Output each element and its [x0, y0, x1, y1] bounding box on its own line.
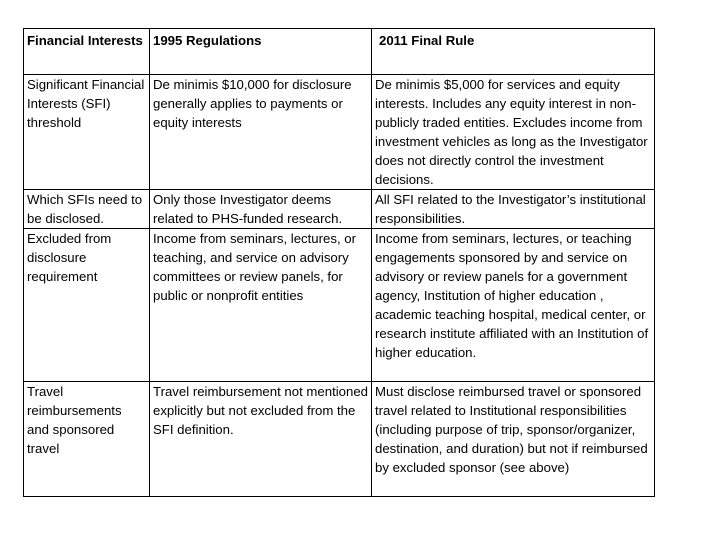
cell-2011: Must disclose reimbursed travel or sponsored travel related to Institutional responsibilities (including purpose of trip, sponsor/organizer, destination, and duration) but not if reimbursed by excluded sponsor (see above)	[372, 382, 655, 497]
cell-2011: De minimis $5,000 for services and equity interests. Includes any equity interest in non-publicly traded entities. Excludes income from investment vehicles as long as the Investigator does not directly control the investment decisions.	[372, 75, 655, 190]
cell-topic: Significant Financial Interests (SFI) threshold	[24, 75, 150, 190]
table-row	[24, 229, 655, 382]
comparison-table	[23, 28, 655, 497]
cell-1995: Income from seminars, lectures, or teaching, and service on advisory committees or review panels, for public or nonprofit entities	[150, 229, 372, 382]
cell-topic: Excluded from disclosure requirement	[24, 229, 150, 382]
cell-1995: De minimis $10,000 for disclosure generally applies to payments or equity interests	[150, 75, 372, 190]
cell-2011: All SFI related to the Investigator’s institutional responsibilities.	[372, 190, 655, 229]
header-1995-regulations: 1995 Regulations	[150, 29, 372, 75]
header-financial-interests: Financial Interests	[24, 29, 150, 75]
cell-topic: Which SFIs need to be disclosed.	[24, 190, 150, 229]
cell-topic: Travel reimbursements and sponsored travel	[24, 382, 150, 497]
cell-2011: Income from seminars, lectures, or teaching engagements sponsored by and service on advisory or review panels for a government agency, Institution of higher education , academic teaching hospital, medical center, or research institute affiliated with an Institution of higher education.	[372, 229, 655, 382]
table-header-row	[24, 29, 655, 75]
table-row	[24, 190, 655, 229]
header-2011-final-rule: 2011 Final Rule	[372, 29, 655, 75]
table-row	[24, 382, 655, 497]
cell-1995: Only those Investigator deems related to PHS-funded research.	[150, 190, 372, 229]
cell-1995: Travel reimbursement not mentioned explicitly but not excluded from the SFI definition.	[150, 382, 372, 497]
table-row	[24, 75, 655, 190]
